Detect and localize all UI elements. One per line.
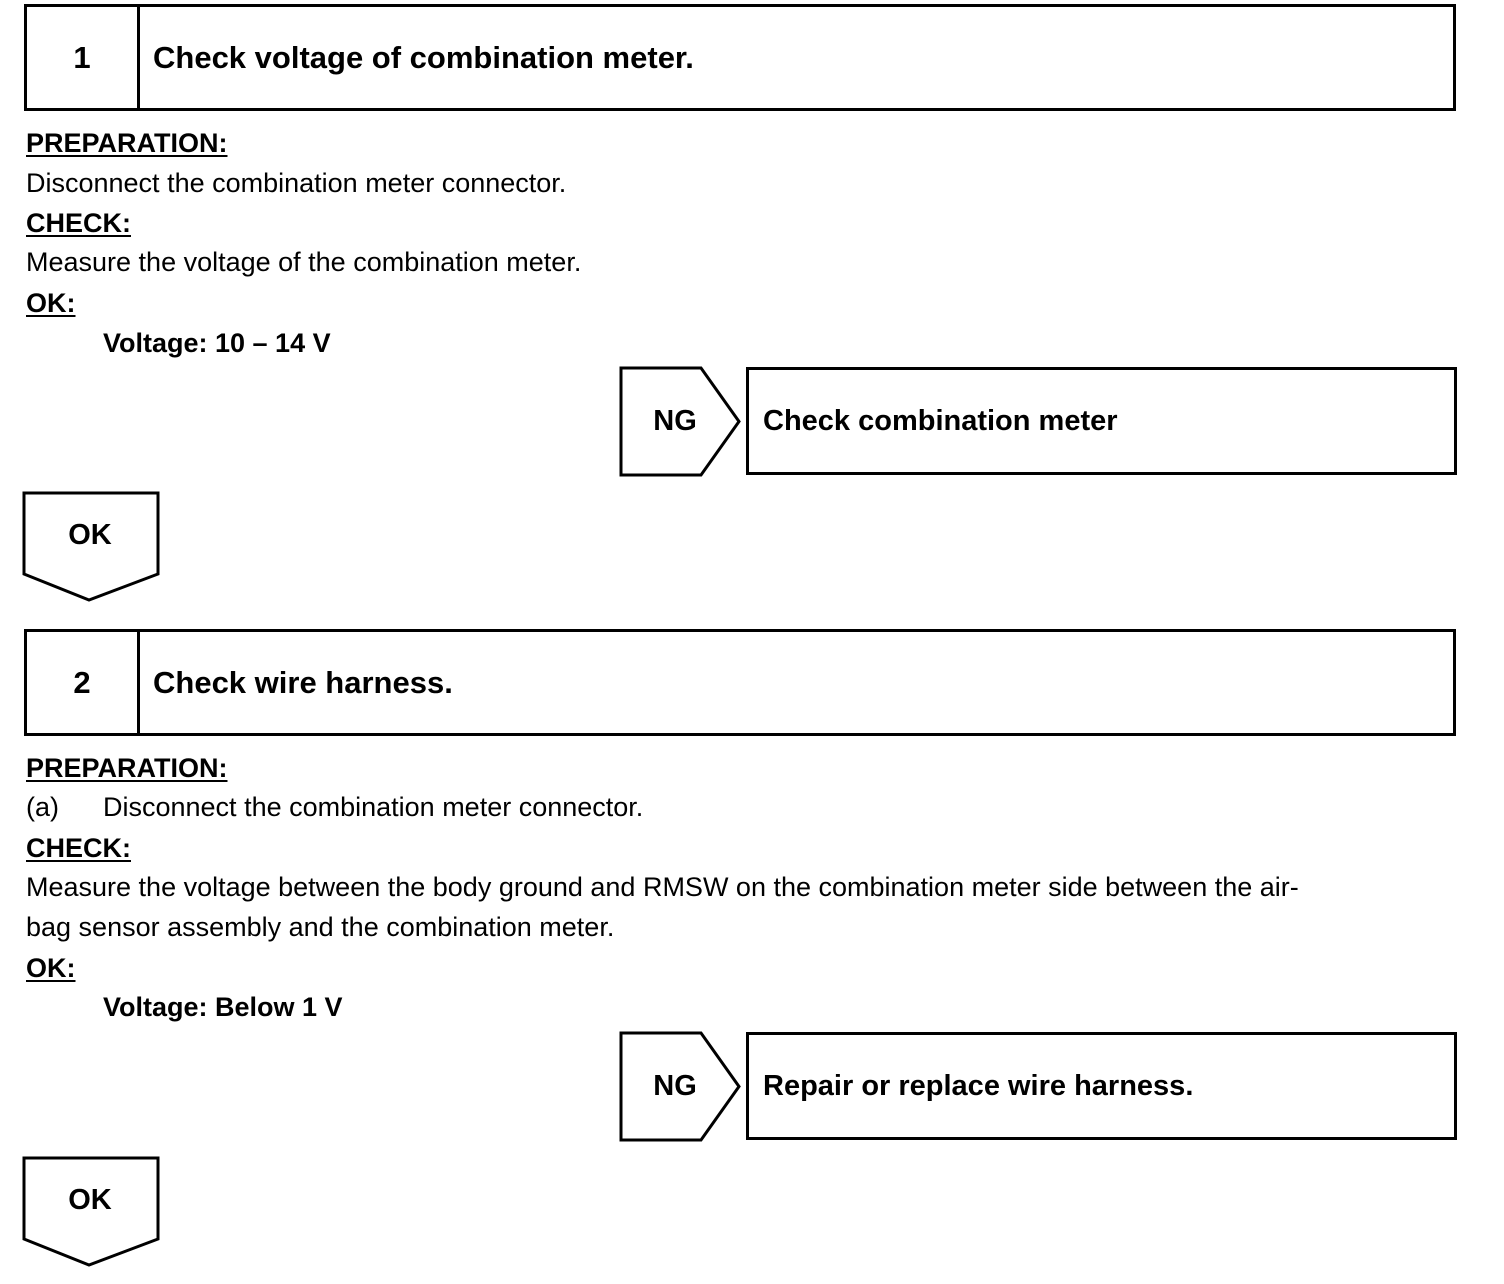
preparation-text: Disconnect the combination meter connector. (103, 792, 644, 822)
step-title: Check voltage of combination meter. (153, 39, 694, 75)
preparation-item (26, 787, 643, 827)
ng-label: NG (653, 405, 697, 437)
ok-spec-value: Voltage: 10 – 14 V (103, 328, 331, 358)
check-label: CHECK: (26, 833, 131, 863)
ok-arrow-label: OK (68, 518, 112, 551)
item-marker: (a) (26, 792, 59, 822)
ng-result-box: Check combination meter (746, 367, 1457, 475)
check-text-line-2: bag sensor assembly and the combination meter. (26, 912, 615, 942)
step-title: Check wire harness. (153, 664, 453, 700)
step-number: 2 (27, 632, 140, 733)
ok-spec-value: Voltage: Below 1 V (103, 992, 343, 1022)
check-text: Measure the voltage of the combination meter. (26, 247, 582, 277)
step-1-header (24, 4, 1456, 111)
check-label: CHECK: (26, 208, 131, 238)
ok-arrow-label: OK (68, 1183, 112, 1216)
ng-label: NG (653, 1070, 697, 1102)
step-number: 1 (27, 7, 140, 108)
preparation-label: PREPARATION: (26, 128, 228, 158)
check-text-line-1: Measure the voltage between the body ground and RMSW on the combination meter side between the air- (26, 872, 1299, 902)
ok-spec-label: OK: (26, 288, 76, 318)
preparation-text: Disconnect the combination meter connector. (26, 168, 567, 198)
ng-result-box: Repair or replace wire harness. (746, 1032, 1457, 1140)
step-2-header (24, 629, 1456, 736)
preparation-label: PREPARATION: (26, 753, 228, 783)
ok-spec-label: OK: (26, 953, 76, 983)
